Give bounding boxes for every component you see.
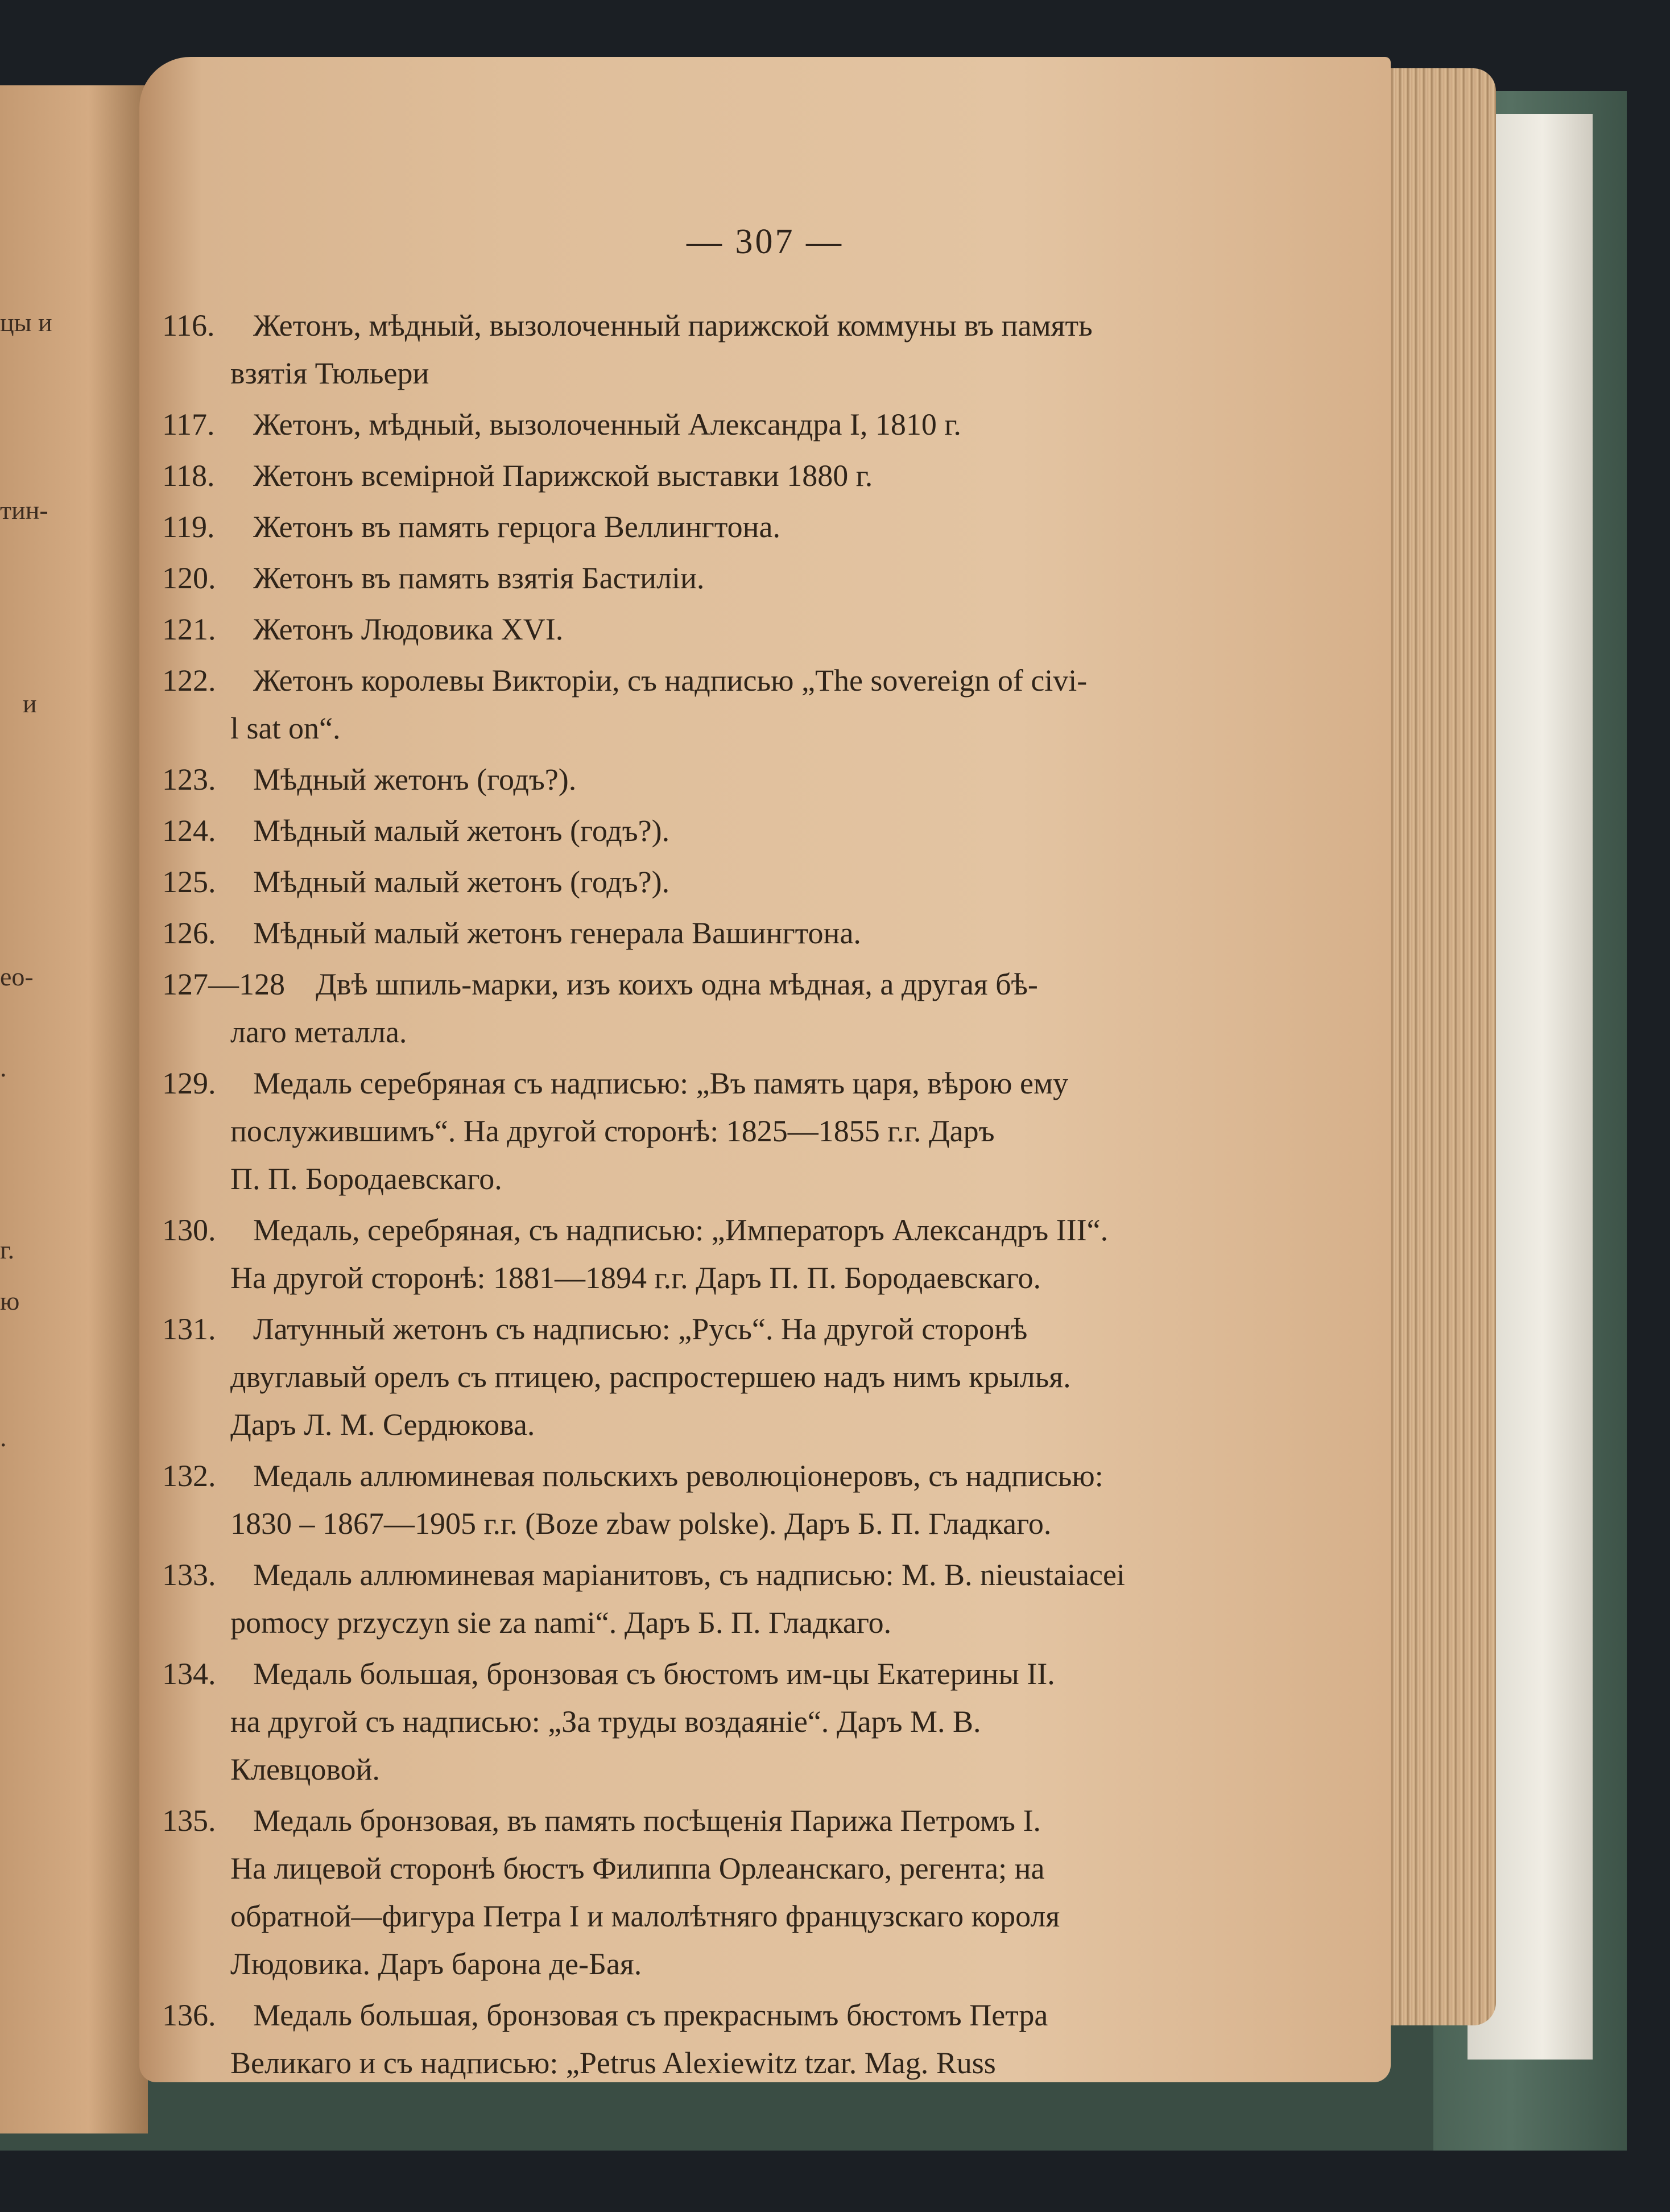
entry-continuation-line (162, 1008, 1249, 1056)
entry-continuation-line (162, 1500, 1249, 1547)
catalogue-entry (162, 1452, 1249, 1547)
entry-text: послужившимъ“. На другой сторонѣ: 1825—1855 г.г. Даръ (230, 1114, 995, 1148)
entry-first-line (162, 1452, 1249, 1500)
left-page-fragment: ю (0, 1286, 20, 1315)
catalogue-entry (162, 452, 1249, 500)
entry-first-line (162, 1551, 1249, 1599)
entry-text: Жетонъ въ память взятія Бастиліи. (253, 561, 705, 595)
entry-continuation-line (162, 1353, 1249, 1401)
left-page-fragment: г. (0, 1235, 15, 1264)
entry-number: 122. (162, 663, 216, 698)
entry-first-line (162, 1206, 1249, 1254)
entry-continuation-line (162, 1940, 1249, 1988)
entry-number: 124. (162, 814, 216, 848)
entry-number: 121. (162, 612, 216, 646)
entry-number: 120. (162, 561, 216, 595)
entry-first-line (162, 756, 1249, 803)
entry-text: Даръ Л. М. Сердюкова. (230, 1408, 535, 1442)
entry-continuation-line (162, 2039, 1249, 2087)
entry-number: 123. (162, 762, 216, 797)
catalogue-entry (162, 657, 1249, 752)
entry-text: Мѣдный малый жетонъ (годъ?). (253, 865, 670, 899)
entry-first-line (162, 1305, 1249, 1353)
entry-number: 130. (162, 1213, 216, 1247)
entry-text: Мѣдный жетонъ (годъ?). (253, 762, 577, 797)
entry-number: 131. (162, 1312, 216, 1346)
entry-first-line (162, 302, 1249, 349)
left-page (0, 85, 148, 2133)
entry-first-line (162, 401, 1249, 448)
entry-text: Мѣдный малый жетонъ генерала Вашингтона. (253, 916, 861, 950)
entry-first-line (162, 858, 1249, 906)
entry-continuation-line (162, 1401, 1249, 1448)
left-page-fragment: . (0, 1053, 7, 1082)
catalogue-entry (162, 554, 1249, 602)
entry-text: Жетонъ всемірной Парижской выставки 1880 г. (253, 459, 873, 493)
entry-text: П. П. Бородаевскаго. (230, 1162, 502, 1196)
entry-number: 117. (162, 407, 215, 441)
entry-continuation-line (162, 1107, 1249, 1155)
entry-first-line (162, 807, 1249, 855)
entry-text: Жетонъ Людовика XVI. (253, 612, 564, 646)
book-page (139, 57, 1391, 2082)
entry-continuation-line (162, 1745, 1249, 1793)
entry-continuation-line (162, 1155, 1249, 1203)
entry-text: Мѣдный малый жетонъ (годъ?). (253, 814, 670, 848)
entry-text: Великаго и съ надписью: „Petrus Alexiewitz tzar. Mag. Russ (230, 2046, 996, 2080)
entry-number: 135. (162, 1804, 216, 1838)
entry-text: 1830 – 1867—1905 г.г. (Boze zbaw polske). Даръ Б. П. Гладкаго. (230, 1507, 1052, 1541)
catalogue-entry (162, 909, 1249, 957)
catalogue-entry (162, 1206, 1249, 1302)
left-page-fragment: тин‑ (0, 496, 48, 525)
entry-text: Жетонъ въ память герцога Веллингтона. (253, 510, 780, 544)
page-number: — 307 — (687, 222, 844, 261)
catalogue-entry (162, 401, 1249, 448)
entry-text: Латунный жетонъ съ надписью: „Русь“. На другой сторонѣ (253, 1312, 1028, 1346)
entry-continuation-line (162, 1892, 1249, 1940)
catalogue-entry (162, 1991, 1249, 2087)
left-page-fragment: . (0, 1423, 7, 1452)
entry-continuation-line (162, 1254, 1249, 1302)
entry-text: Жетонъ, мѣдный, вызолоченный парижской коммуны въ память (253, 308, 1093, 342)
entry-text: на другой съ надписью: „За труды воздаяніе“. Даръ М. В. (230, 1705, 981, 1739)
entry-number: 119. (162, 510, 215, 544)
entry-continuation-line (162, 1599, 1249, 1646)
entry-number: 134. (162, 1657, 216, 1691)
entry-number: 118. (162, 459, 215, 493)
catalogue-entry (162, 756, 1249, 803)
catalogue-entry (162, 1059, 1249, 1203)
entry-continuation-line (162, 704, 1249, 752)
entry-text: Медаль аллюминевая польскихъ революціонеровъ, съ надписью: (253, 1459, 1103, 1493)
entry-number: 127—128 (162, 967, 285, 1001)
catalogue-entry (162, 1305, 1249, 1448)
entry-text: На другой сторонѣ: 1881—1894 г.г. Даръ П. П. Бородаевскаго. (230, 1261, 1041, 1295)
entry-number: 126. (162, 916, 216, 950)
catalogue-entry (162, 1797, 1249, 1988)
entry-number: 116. (162, 308, 215, 342)
catalogue-entry (162, 1650, 1249, 1793)
entry-text: лаго металла. (230, 1015, 407, 1049)
catalogue-entry (162, 807, 1249, 855)
catalogue-entry (162, 858, 1249, 906)
entry-first-line (162, 960, 1249, 1008)
entry-first-line (162, 452, 1249, 500)
entry-text: l sat on“. (230, 711, 341, 745)
entry-number: 125. (162, 865, 216, 899)
entry-text: Жетонъ, мѣдный, вызолоченный Александра I, 1810 г. (253, 407, 961, 441)
entry-first-line (162, 1650, 1249, 1698)
entry-number: 129. (162, 1066, 216, 1100)
entry-continuation-line (162, 1844, 1249, 1892)
entry-text: двуглавый орелъ съ птицею, распростершею надъ нимъ крылья. (230, 1360, 1071, 1394)
entry-number: 132. (162, 1459, 216, 1493)
entry-first-line (162, 657, 1249, 704)
catalogue-entry (162, 503, 1249, 551)
catalogue-entry (162, 302, 1249, 397)
entry-number: 133. (162, 1558, 216, 1592)
entry-text: Клевцовой. (230, 1752, 380, 1786)
entry-first-line (162, 1059, 1249, 1107)
catalogue-entry (162, 960, 1249, 1056)
entry-text: На лицевой сторонѣ бюстъ Филиппа Орлеанскаго, регента; на (230, 1851, 1045, 1885)
entry-continuation-line (162, 349, 1249, 397)
entry-text: Людовика. Даръ барона де-Бая. (230, 1947, 642, 1981)
left-page-fragment: цы и (0, 308, 52, 337)
entry-text: Медаль серебряная съ надписью: „Въ память царя, вѣрою ему (253, 1066, 1069, 1100)
entry-text: pomocy przyczyn sie za nami“. Даръ Б. П. Гладкаго. (230, 1606, 892, 1640)
entry-text: Двѣ шпиль-марки, изъ коихъ одна мѣдная, а другая бѣ- (316, 967, 1038, 1001)
entry-text: Медаль большая, бронзовая съ бюстомъ им-цы Екатерины II. (253, 1657, 1055, 1691)
catalogue-entry (162, 605, 1249, 653)
left-page-fragment: ео- (0, 962, 34, 991)
entry-text: Медаль большая, бронзовая съ прекраснымъ бюстомъ Петра (253, 1998, 1048, 2032)
entry-text: Медаль бронзовая, въ память посѣщенія Парижа Петромъ I. (253, 1804, 1041, 1838)
entry-text: Жетонъ королевы Викторіи, съ надписью „The sovereign of civi- (253, 663, 1088, 698)
catalogue-entry (162, 1551, 1249, 1646)
entry-first-line (162, 1797, 1249, 1844)
entry-first-line (162, 503, 1249, 551)
entry-continuation-line (162, 1698, 1249, 1745)
entry-text: Медаль, серебряная, съ надписью: „Императоръ Александръ III“. (253, 1213, 1109, 1247)
entry-text: взятія Тюльери (230, 356, 429, 390)
entry-first-line (162, 554, 1249, 602)
left-page-fragment: и (23, 689, 37, 718)
entry-text: обратной—фигура Петра I и малолѣтняго французскаго короля (230, 1899, 1060, 1933)
entry-first-line (162, 909, 1249, 957)
entry-first-line (162, 1991, 1249, 2039)
catalogue-entries (162, 302, 1249, 2090)
entry-text: Медаль аллюминевая маріанитовъ, съ надписью: М. В. nieustaiacei (253, 1558, 1125, 1592)
entry-first-line (162, 605, 1249, 653)
entry-number: 136. (162, 1998, 216, 2032)
